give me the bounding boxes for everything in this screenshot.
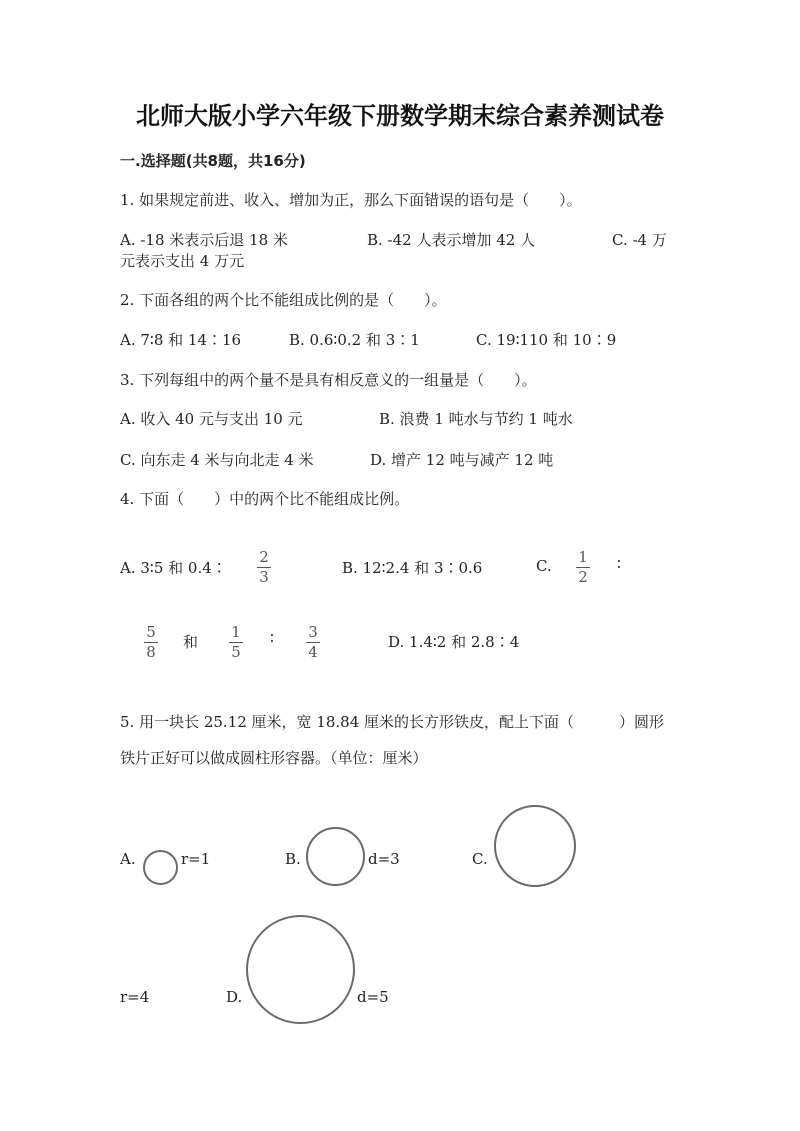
fraction-denominator: 2 bbox=[578, 568, 588, 586]
question-5-stem-line-1: 5. 用一块长 25.12 厘米，宽 18.84 厘米的长方形铁皮，配上下面（ ）圆形 bbox=[120, 713, 665, 731]
fraction bbox=[257, 549, 271, 586]
question-5-option-b[interactable]: B. bbox=[285, 850, 301, 868]
page-title: 北师大版小学六年级下册数学期末综合素养测试卷 bbox=[136, 102, 664, 130]
circle-a-shape bbox=[143, 850, 178, 885]
question-2-option-c[interactable]: C. 19∶110 和 10∶9 bbox=[476, 331, 617, 349]
question-3-stem: 3. 下列每组中的两个量不是具有相反意义的一组量是（ ）。 bbox=[120, 371, 537, 389]
section-heading: 一.选择题(共8题，共16分) bbox=[120, 152, 306, 170]
fraction bbox=[144, 624, 158, 661]
question-1-stem: 1. 如果规定前进、收入、增加为正，那么下面错误的语句是（ ）。 bbox=[120, 191, 582, 209]
question-2-option-a[interactable]: A. 7∶8 和 14∶16 bbox=[120, 331, 242, 349]
circle-c-shape bbox=[494, 805, 576, 887]
circle-d-shape bbox=[246, 915, 355, 1024]
question-5-option-a[interactable]: A. bbox=[120, 850, 136, 868]
fraction bbox=[576, 549, 590, 586]
fraction-denominator: 3 bbox=[259, 568, 269, 586]
question-1-option-c[interactable]: C. -4 万 bbox=[612, 231, 667, 249]
question-5-stem-line-2: 铁片正好可以做成圆柱形容器。（单位：厘米） bbox=[120, 749, 428, 767]
fraction-denominator: 4 bbox=[308, 643, 318, 661]
question-2-stem: 2. 下面各组的两个比不能组成比例的是（ ）。 bbox=[120, 291, 447, 309]
ratio-colon: ∶ bbox=[617, 555, 621, 573]
question-1-option-b[interactable]: B. -42 人表示增加 42 人 bbox=[367, 231, 536, 249]
fraction-numerator: 1 bbox=[578, 548, 588, 566]
and-word: 和 bbox=[183, 633, 199, 651]
question-1-option-c-continued: 元表示支出 4 万元 bbox=[120, 252, 245, 270]
question-4-stem: 4. 下面（ ）中的两个比不能组成比例。 bbox=[120, 490, 410, 508]
question-4-option-b[interactable]: B. 12∶2.4 和 3∶0.6 bbox=[342, 559, 483, 577]
fraction bbox=[229, 624, 243, 661]
question-4-option-c[interactable]: C. bbox=[536, 557, 552, 575]
question-3-option-c[interactable]: C. 向东走 4 米与向北走 4 米 bbox=[120, 451, 314, 469]
circle-b-shape bbox=[306, 827, 365, 886]
circle-d-size-label: d=5 bbox=[357, 988, 389, 1006]
fraction-denominator: 5 bbox=[231, 643, 241, 661]
question-5-option-c[interactable]: C. bbox=[472, 850, 488, 868]
fraction-numerator: 3 bbox=[308, 623, 318, 641]
ratio-colon: ∶ bbox=[270, 629, 274, 647]
question-3-option-a[interactable]: A. 收入 40 元与支出 10 元 bbox=[120, 410, 303, 428]
fraction bbox=[306, 624, 320, 661]
question-4-option-d[interactable]: D. 1.4∶2 和 2.8∶4 bbox=[388, 633, 520, 651]
question-3-option-b[interactable]: B. 浪费 1 吨水与节约 1 吨水 bbox=[379, 410, 573, 428]
fraction-denominator: 8 bbox=[146, 643, 156, 661]
question-3-option-d[interactable]: D. 增产 12 吨与减产 12 吨 bbox=[370, 451, 554, 469]
circle-c-size-label: r=4 bbox=[120, 988, 150, 1006]
fraction-numerator: 2 bbox=[259, 548, 269, 566]
circle-b-size-label: d=3 bbox=[368, 850, 400, 868]
question-4-option-a[interactable]: A. 3∶5 和 0.4∶ bbox=[120, 559, 227, 577]
fraction-numerator: 5 bbox=[146, 623, 156, 641]
fraction-numerator: 1 bbox=[231, 623, 241, 641]
question-1-option-a[interactable]: A. -18 米表示后退 18 米 bbox=[120, 231, 288, 249]
question-2-option-b[interactable]: B. 0.6∶0.2 和 3∶1 bbox=[289, 331, 420, 349]
question-5-option-d[interactable]: D. bbox=[226, 988, 243, 1006]
circle-a-size-label: r=1 bbox=[181, 850, 211, 868]
